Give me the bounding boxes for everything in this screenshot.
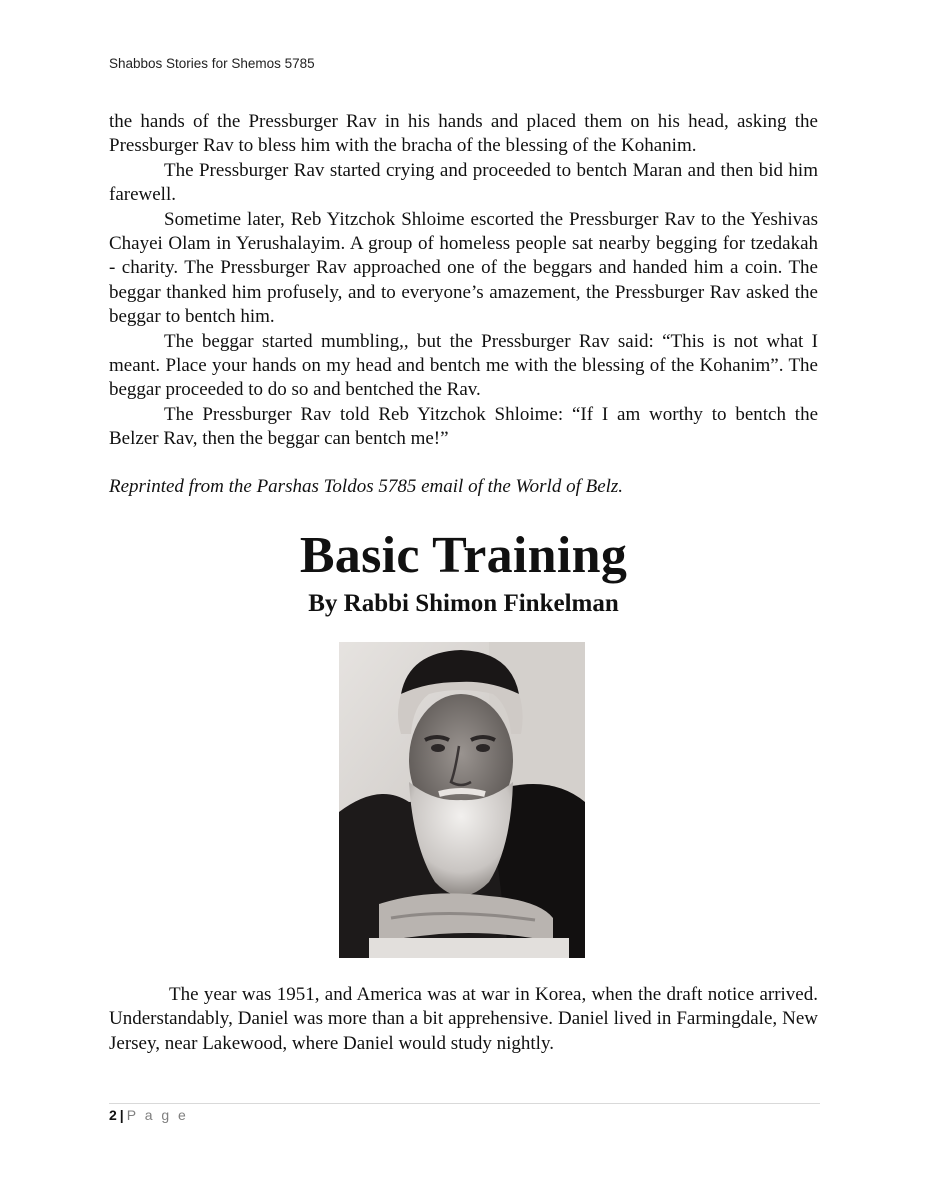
- page-footer: [109, 1107, 188, 1123]
- continued-story: [109, 110, 818, 452]
- article-body: [109, 983, 818, 1056]
- page-label: P a g e: [126, 1107, 189, 1123]
- page-number: 2: [109, 1107, 117, 1123]
- running-header: Shabbos Stories for Shemos 5785: [109, 56, 315, 71]
- story-paragraph: The beggar started mumbling,, but the Pressburger Rav said: “This is not what I meant. Place your hands on my head and bentch me with the blessing of the Kohanim”. The beggar proceeded to do so and bentched the Rav.: [109, 330, 818, 401]
- footer-separator: |: [119, 1107, 124, 1123]
- article-title: Basic Training: [299, 527, 628, 584]
- story-paragraph: The Pressburger Rav told Reb Yitzchok Shloime: “If I am worthy to bentch the Belzer Rav, then the beggar can bentch me!”: [109, 403, 818, 450]
- footer-divider: [109, 1103, 820, 1104]
- reprint-credit: Reprinted from the Parshas Toldos 5785 email of the World of Belz.: [109, 476, 624, 497]
- rabbi-portrait-photo: [339, 642, 585, 958]
- article-paragraph: The year was 1951, and America was at war in Korea, when the draft notice arrived. Understandably, Daniel was more than a bit apprehensive. Daniel lived in Farmingdale, New Jersey, near Lakewood, where Daniel would study nightly.: [109, 984, 818, 1054]
- story-paragraph: The Pressburger Rav started crying and proceeded to bentch Maran and then bid him farewell.: [109, 159, 818, 206]
- story-paragraph: the hands of the Pressburger Rav in his hands and placed them on his head, asking the Pressburger Rav to bless him with the bracha of the blessing of the Kohanim.: [109, 111, 818, 157]
- article-byline: By Rabbi Shimon Finkelman: [308, 590, 619, 617]
- story-paragraph: Sometime later, Reb Yitzchok Shloime escorted the Pressburger Rav to the Yeshivas Chayei Olam in Yerushalayim. A group of homeless people sat nearby begging for tzedakah - charity. The Pressburger Rav approached one of the beggars and handed him a coin. The beggar thanked him profusely, and to everyone’s amazement, the Pressburger Rav asked the beggar to bentch him.: [109, 208, 818, 328]
